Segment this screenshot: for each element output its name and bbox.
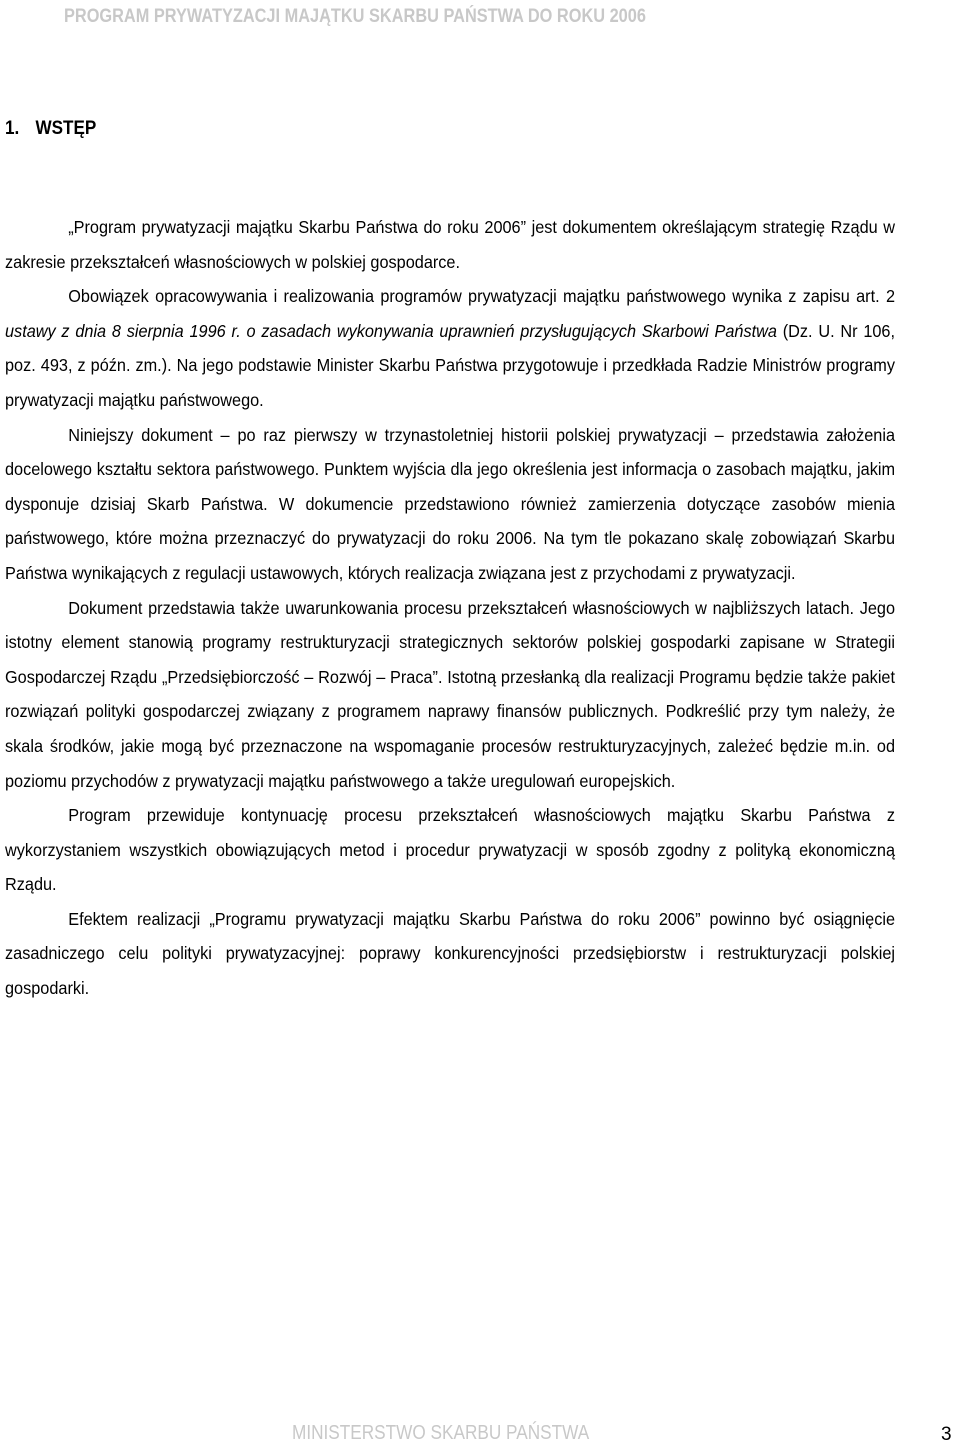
body-text (5, 210, 895, 1006)
paragraph-text: (Dz. U. Nr 106, poz. 493, z późn. zm.). Na jego podstawie Minister Skarbu Państwa przygotowuje i przedkłada Radzie Ministrów programy prywatyzacji majątku państwowego. (5, 320, 896, 410)
paragraph (5, 210, 895, 279)
paragraph (5, 902, 895, 1006)
running-footer: MINISTERSTWO SKARBU PAŃSTWA (292, 1422, 590, 1444)
section-number: 1. (5, 118, 20, 139)
running-header: PROGRAM PRYWATYZACJI MAJĄTKU SKARBU PAŃSTWA DO ROKU 2006 (64, 6, 646, 27)
paragraph-text: Niniejszy dokument – po raz pierwszy w trzynastoletniej historii polskiej prywatyzacji – przedstawia założenia docelowego kształtu sektora państwowego. Punktem wyjścia dla jego określenia jest informacja o zasobach majątku, jakim dysponuje dzisiaj Skarb Państwa. W dokumencie przedstawiono również zamierzenia dotyczące zasobów mienia państwowego, które można przeznaczyć do prywatyzacji do roku 2006. Na tym tle pokazano skalę zobowiązań Skarbu Państwa wynikających z regulacji ustawowych, których realizacja związana jest z przychodami z prywatyzacji. (5, 424, 896, 583)
paragraph-text: Dokument przedstawia także uwarunkowania procesu przekształceń własnościowych w najbliższych latach. Jego istotny element stanowią programy restrukturyzacji strategicznych sektorów polskiej gospodarki zapisane w Strategii Gospodarczej Rządu „Przedsiębiorczość – Rozwój – Praca”. Istotną przesłanką dla realizacji Programu będzie także pakiet rozwiązań polityki gospodarczej związany z programem naprawy finansów publicznych. Podkreślić przy tym należy, że skala środków, jakie mogą być przeznaczone na wspomaganie procesów restrukturyzacyjnych, zależeć będzie m.in. od poziomu przychodów z prywatyzacji majątku państwowego a także uregulowań europejskich. (5, 597, 896, 791)
paragraph (5, 591, 895, 799)
paragraph-text: Efektem realizacji „Programu prywatyzacji majątku Skarbu Państwa do roku 2006” powinno być osiągnięcie zasadniczego celu polityki prywatyzacyjnej: poprawy konkurencyjności przedsiębiorstw i restrukturyzacji polskiej gospodarki. (5, 908, 896, 999)
section-title-text: WSTĘP (35, 118, 97, 139)
paragraph (5, 279, 895, 417)
paragraph (5, 798, 895, 902)
section-heading (5, 118, 96, 140)
paragraph (5, 418, 895, 591)
paragraph-text: Obowiązek opracowywania i realizowania programów prywatyzacji majątku państwowego wynika z zapisu art. 2 (68, 286, 896, 307)
paragraph-text: „Program prywatyzacji majątku Skarbu Państwa do roku 2006” jest dokumentem określającym strategię Rządu w zakresie przekształceń własnościowych w polskiej gospodarce. (5, 217, 896, 272)
statute-title: ustawy z dnia 8 sierpnia 1996 r. o zasadach wykonywania uprawnień przysługujących Skarbowi Państwa (5, 320, 777, 341)
paragraph-text: Program przewiduje kontynuację procesu przekształceń własnościowych majątku Skarbu Państwa z wykorzystaniem wszystkich obowiązujących metod i procedur prywatyzacji w sposób zgodny z polityką ekonomiczną Rządu. (5, 805, 896, 895)
page-number: 3 (941, 1424, 952, 1445)
